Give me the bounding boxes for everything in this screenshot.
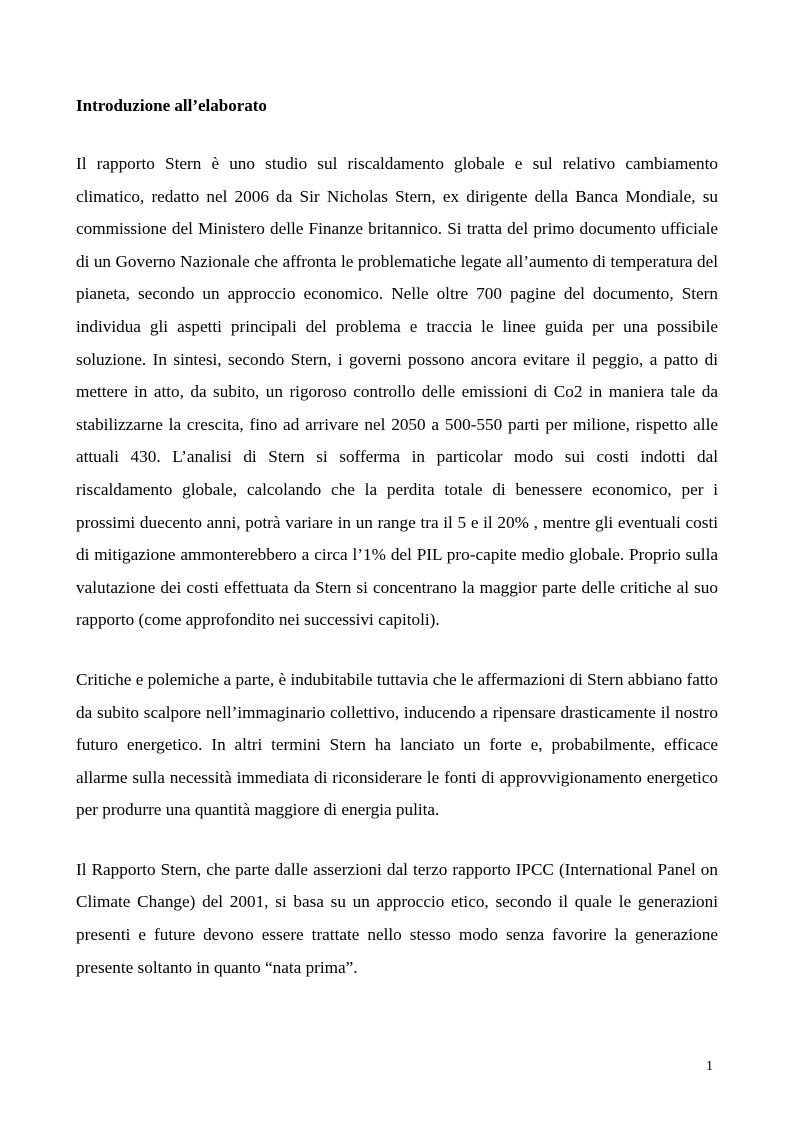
paragraph-2: Critiche e polemiche a parte, è indubitabile tuttavia che le affermazioni di Stern abbiano fatto da subito scalpore nell’immaginario collettivo, inducendo a ripensare drasticamente il nostro futuro energetico. In altri termini Stern ha lanciato un forte e, probabilmente, efficace allarme sulla necessità immediata di riconsiderare le fonti di approvvigionamento energetico per produrre una quantità maggiore di energia pulita. [76, 669, 718, 820]
page-number: 1 [706, 1059, 713, 1074]
section-heading: Introduzione all’elaborato [76, 96, 267, 115]
document-page [76, 94, 718, 1011]
paragraph-3: Il Rapporto Stern, che parte dalle asserzioni dal terzo rapporto IPCC (International Panel on Climate Change) del 2001, si basa su un approccio etico, secondo il quale le generazioni presenti e future devono essere trattate nello stesso modo senza favorire la generazione presente soltanto in quanto “nata prima”. [76, 859, 718, 977]
paragraph-1: Il rapporto Stern è uno studio sul riscaldamento globale e sul relativo cambiamento climatico, redatto nel 2006 da Sir Nicholas Stern, ex dirigente della Banca Mondiale, su commissione del Ministero delle Finanze britannico. Si tratta del primo documento ufficiale di un Governo Nazionale che affronta le problematiche legate all’aumento di temperatura del pianeta, secondo un approccio economico. Nelle oltre 700 pagine del documento, Stern individua gli aspetti principali del problema e traccia le linee guida per una possibile soluzione. In sintesi, secondo Stern, i governi possono ancora evitare il peggio, a patto di mettere in atto, da subito, un rigoroso controllo delle emissioni di Co2 in maniera tale da stabilizzarne la crescita, fino ad arrivare nel 2050 a 500-550 parti per milione, rispetto alle attuali 430. L’analisi di Stern si sofferma in particolar modo sui costi indotti dal riscaldamento globale, calcolando che la perdita totale di benessere economico, per i prossimi duecento anni, potrà variare in un range tra il 5 e il 20% , mentre gli eventuali costi di mitigazione ammonterebbero a circa l’1% del PIL pro-capite medio globale. Proprio sulla valutazione dei costi effettuata da Stern si concentrano la maggior parte delle critiche al suo rapporto (come approfondito nei successivi capitoli). [76, 154, 718, 630]
